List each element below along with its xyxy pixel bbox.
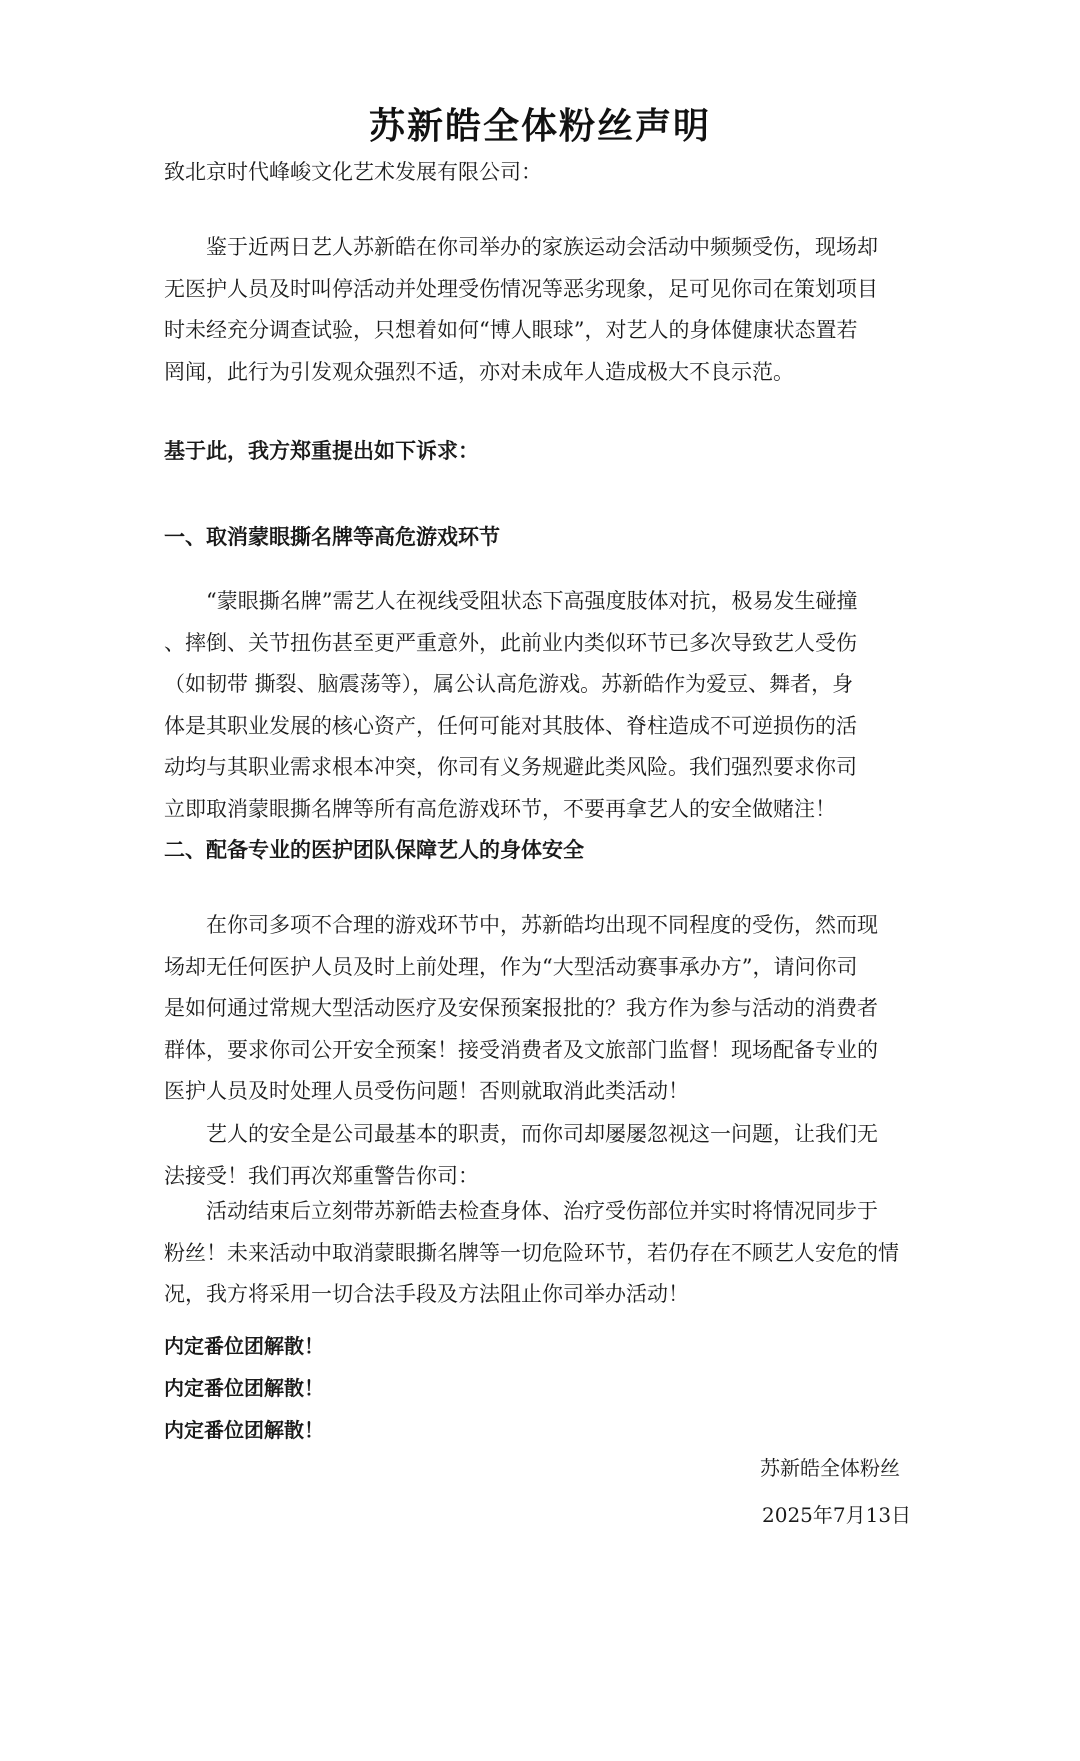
slogan-line: 内定番位团解散！ bbox=[164, 1418, 324, 1442]
final-line: 况，我方将采用一切合法手段及方法阻止你司举办活动！ bbox=[164, 1282, 689, 1306]
slogan-line: 内定番位团解散！ bbox=[164, 1334, 324, 1358]
recipient-line: 致北京时代峰峻文化艺术发展有限公司： bbox=[164, 160, 542, 184]
warning-line: 法接受！我们再次郑重警告你司： bbox=[164, 1163, 479, 1188]
intro-line: 无医护人员及时叫停活动并处理受伤情况等恶劣现象，足可见你司在策划项目 bbox=[164, 276, 878, 301]
signature: 苏新皓全体粉丝 bbox=[760, 1456, 900, 1480]
signature-date: 2025年7月13日 bbox=[762, 1503, 912, 1527]
document-title: 苏新皓全体粉丝声明 bbox=[368, 105, 711, 147]
section1-line: 动均与其职业需求根本冲突，你司有义务规避此类风险。我们强烈要求你司 bbox=[164, 755, 857, 779]
final-line: 活动结束后立刻带苏新皓去检查身体、治疗受伤部位并实时将情况同步于 bbox=[206, 1199, 878, 1223]
section2-line: 医护人员及时处理人员受伤问题！否则就取消此类活动！ bbox=[164, 1079, 689, 1103]
section2-line: 场却无任何医护人员及时上前处理，作为“大型活动赛事承办方”，请问你司 bbox=[164, 954, 858, 979]
intro-line: 鉴于近两日艺人苏新皓在你司举办的家族运动会活动中频频受伤，现场却 bbox=[206, 235, 878, 259]
section2-heading: 二、配备专业的医护团队保障艺人的身体安全 bbox=[164, 837, 584, 862]
section2-body bbox=[164, 905, 934, 1113]
final-paragraph bbox=[164, 1191, 934, 1316]
intro-line: 时未经充分调查试验，只想着如何“博人眼球”，对艺人的身体健康状态置若 bbox=[164, 318, 858, 342]
warning-paragraph bbox=[164, 1114, 934, 1197]
section1-line: 体是其职业发展的核心资产，任何可能对其肢体、脊柱造成不可逆损伤的活 bbox=[164, 713, 857, 738]
section2-line: 群体，要求你司公开安全预案！接受消费者及文旅部门监督！现场配备专业的 bbox=[164, 1037, 878, 1062]
section2-line: 是如何通过常规大型活动医疗及安保预案报批的？我方作为参与活动的消费者 bbox=[164, 996, 878, 1020]
section1-line: （如韧带 撕裂、脑震荡等），属公认高危游戏。苏新皓作为爱豆、舞者，身 bbox=[164, 672, 854, 696]
slogan-line: 内定番位团解散！ bbox=[164, 1376, 324, 1400]
section1-heading: 一、取消蒙眼撕名牌等高危游戏环节 bbox=[164, 524, 500, 549]
warning-line: 艺人的安全是公司最基本的职责，而你司却屡屡忽视这一问题，让我们无 bbox=[206, 1122, 878, 1146]
section1-line: 立即取消蒙眼撕名牌等所有高危游戏环节，不要再拿艺人的安全做赌注！ bbox=[164, 796, 836, 821]
demand-intro: 基于此，我方郑重提出如下诉求： bbox=[164, 438, 479, 463]
section1-line: “蒙眼撕名牌”需艺人在视线受阻状态下高强度肢体对抗，极易发生碰撞 bbox=[206, 589, 858, 613]
intro-line: 罔闻，此行为引发观众强烈不适，亦对未成年人造成极大不良示范。 bbox=[164, 359, 794, 384]
section1-line: 、摔倒、关节扭伤甚至更严重意外，此前业内类似环节已多次导致艺人受伤 bbox=[164, 630, 857, 655]
section1-body bbox=[164, 581, 934, 830]
section2-line: 在你司多项不合理的游戏环节中，苏新皓均出现不同程度的受伤，然而现 bbox=[206, 913, 878, 937]
final-line: 粉丝！未来活动中取消蒙眼撕名牌等一切危险环节，若仍存在不顾艺人安危的情 bbox=[164, 1240, 899, 1265]
intro-paragraph bbox=[164, 227, 934, 393]
